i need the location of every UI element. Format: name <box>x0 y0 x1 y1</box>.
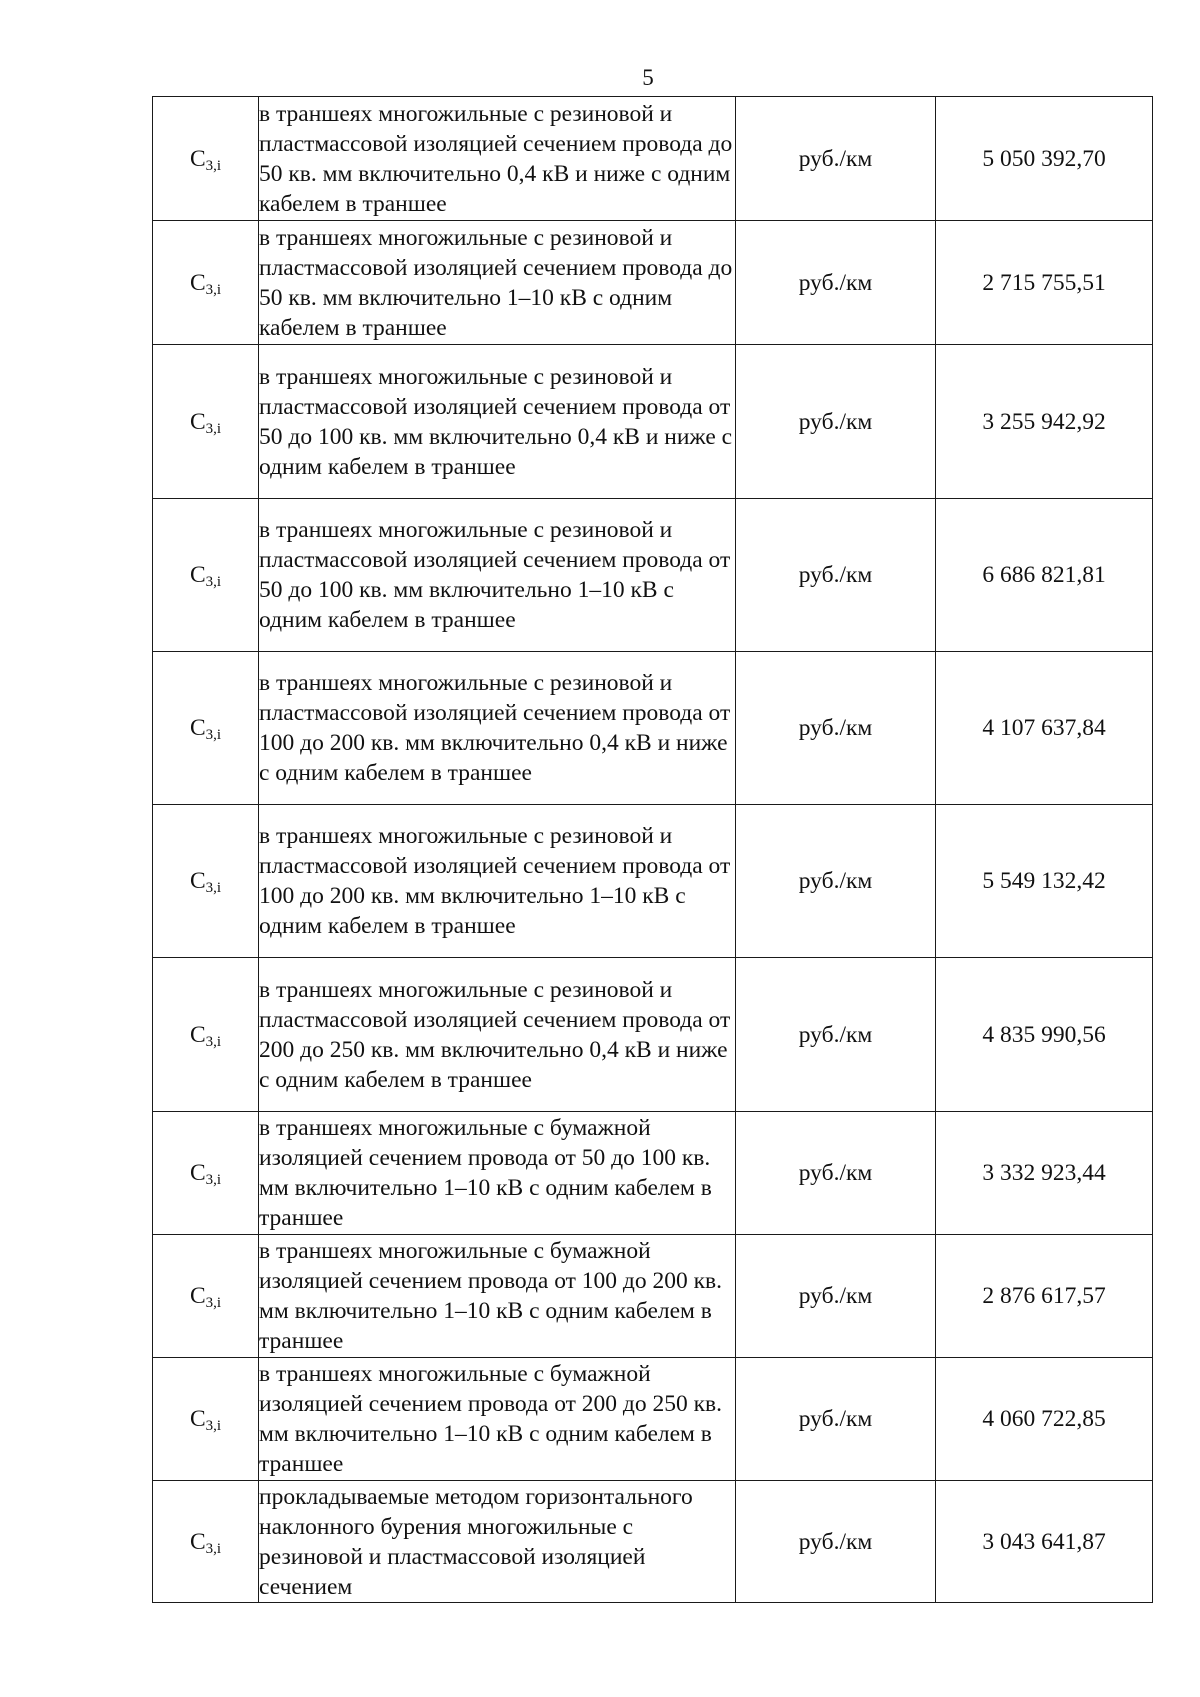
table-row <box>153 652 1153 805</box>
rate-code-cell <box>153 1481 259 1603</box>
description-cell: в траншеях многожильные с бумажной изоляцией сечением провода от 50 до 100 кв. мм включительно 1–10 кВ с одним кабелем в траншее <box>259 1112 736 1235</box>
rate-code: C <box>189 408 206 435</box>
table-row <box>153 958 1153 1112</box>
value-cell: 5 050 392,70 <box>936 97 1153 221</box>
value-cell: 6 686 821,81 <box>936 499 1153 652</box>
table-row <box>153 1112 1153 1235</box>
unit-cell: руб./км <box>736 1481 936 1603</box>
unit-cell: руб./км <box>736 499 936 652</box>
rate-code-cell <box>153 1235 259 1358</box>
value-cell: 4 835 990,56 <box>936 958 1153 1112</box>
value-cell: 2 715 755,51 <box>936 221 1153 345</box>
description-cell: в траншеях многожильные с бумажной изоляцией сечением провода от 200 до 250 кв. мм включительно 1–10 кВ с одним кабелем в траншее <box>259 1358 736 1481</box>
unit-cell: руб./км <box>736 652 936 805</box>
rate-code: C <box>189 145 206 172</box>
table-row <box>153 1481 1153 1603</box>
table-row <box>153 1358 1153 1481</box>
rate-code-subscript: 3,i <box>205 157 222 174</box>
rate-code-subscript: 3,i <box>205 1418 222 1434</box>
value-cell: 2 876 617,57 <box>936 1235 1153 1358</box>
value-cell: 4 107 637,84 <box>936 652 1153 805</box>
rate-code-cell <box>153 652 259 805</box>
rate-code-cell <box>153 499 259 652</box>
table-row <box>153 97 1153 221</box>
rate-code-subscript: 3,i <box>205 1540 222 1557</box>
table-row <box>153 345 1153 499</box>
description-cell: в траншеях многожильные с резиновой и пластмассовой изоляцией сечением провода от 50 до 100 кв. мм включительно 1–10 кВ с одним кабелем в траншее <box>259 499 736 652</box>
description-cell: в траншеях многожильные с резиновой и пластмассовой изоляцией сечением провода от 200 до 250 кв. мм включительно 0,4 кВ и ниже с одним кабелем в траншее <box>259 958 736 1112</box>
rate-code: C <box>189 1160 206 1186</box>
rate-code-cell <box>153 345 259 499</box>
rate-code: C <box>189 1528 206 1555</box>
rate-code-subscript: 3,i <box>205 880 222 896</box>
rate-code: C <box>189 1021 206 1048</box>
unit-cell: руб./км <box>736 805 936 958</box>
rate-code-subscript: 3,i <box>205 281 222 298</box>
page-number: 5 <box>642 65 654 90</box>
rate-code: C <box>189 269 206 296</box>
rate-code: C <box>189 562 206 588</box>
description-cell: в траншеях многожильные с резиновой и пластмассовой изоляцией сечением провода от 50 до 100 кв. мм включительно 0,4 кВ и ниже с одним кабелем в траншее <box>259 345 736 499</box>
rate-code-subscript: 3,i <box>205 420 222 437</box>
value-cell: 3 255 942,92 <box>936 345 1153 499</box>
table-row <box>153 805 1153 958</box>
table-row <box>153 499 1153 652</box>
description-cell: в траншеях многожильные с бумажной изоляцией сечением провода от 100 до 200 кв. мм включительно 1–10 кВ с одним кабелем в траншее <box>259 1235 736 1358</box>
unit-cell: руб./км <box>736 97 936 221</box>
rate-code-subscript: 3,i <box>205 574 222 590</box>
value-cell: 3 332 923,44 <box>936 1112 1153 1235</box>
rate-code-subscript: 3,i <box>205 1033 222 1050</box>
rate-code-cell <box>153 1112 259 1235</box>
rate-code-subscript: 3,i <box>205 727 222 743</box>
rate-code-subscript: 3,i <box>205 1172 222 1188</box>
table-row <box>153 221 1153 345</box>
tariff-table <box>152 96 1153 1603</box>
rate-code: C <box>189 868 206 894</box>
rate-code-cell <box>153 221 259 345</box>
rate-code: C <box>189 1283 206 1309</box>
description-cell: прокладываемые методом горизонтального наклонного бурения многожильные с резиновой и пластмассовой изоляцией сечением <box>259 1481 736 1603</box>
rate-code-cell <box>153 805 259 958</box>
description-cell: в траншеях многожильные с резиновой и пластмассовой изоляцией сечением провода до 50 кв. мм включительно 0,4 кВ и ниже с одним кабелем в траншее <box>259 97 736 221</box>
tariff-table-body <box>153 97 1153 1603</box>
unit-cell: руб./км <box>736 1235 936 1358</box>
description-cell: в траншеях многожильные с резиновой и пластмассовой изоляцией сечением провода до 50 кв. мм включительно 1–10 кВ с одним кабелем в траншее <box>259 221 736 345</box>
value-cell: 5 549 132,42 <box>936 805 1153 958</box>
unit-cell: руб./км <box>736 1358 936 1481</box>
unit-cell: руб./км <box>736 958 936 1112</box>
unit-cell: руб./км <box>736 1112 936 1235</box>
unit-cell: руб./км <box>736 345 936 499</box>
table-row <box>153 1235 1153 1358</box>
rate-code-cell <box>153 958 259 1112</box>
rate-code-subscript: 3,i <box>205 1295 222 1311</box>
unit-cell: руб./км <box>736 221 936 345</box>
rate-code: C <box>189 1406 206 1432</box>
rate-code-cell <box>153 97 259 221</box>
description-cell: в траншеях многожильные с резиновой и пластмассовой изоляцией сечением провода от 100 до 200 кв. мм включительно 0,4 кВ и ниже с одним кабелем в траншее <box>259 652 736 805</box>
value-cell: 3 043 641,87 <box>936 1481 1153 1603</box>
rate-code: C <box>189 715 206 741</box>
rate-code-cell <box>153 1358 259 1481</box>
description-cell: в траншеях многожильные с резиновой и пластмассовой изоляцией сечением провода от 100 до 200 кв. мм включительно 1–10 кВ с одним кабелем в траншее <box>259 805 736 958</box>
value-cell: 4 060 722,85 <box>936 1358 1153 1481</box>
